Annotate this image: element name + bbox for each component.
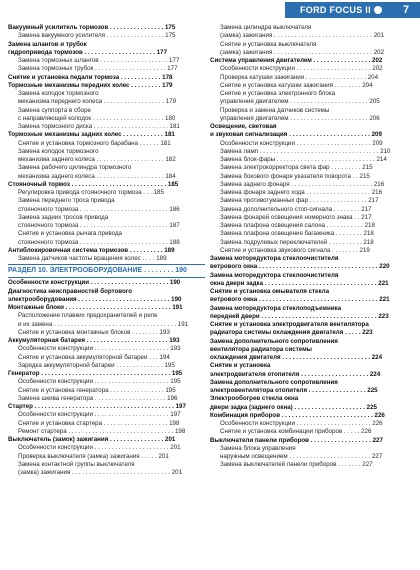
- toc-subentry: Снятие и установка выключателя: [220, 40, 317, 48]
- toc-subentry: Замена дополнительного стоп-сигнала . . . . . . . . 217: [220, 205, 372, 213]
- toc-subentry: Замена выключателей панели приборов . . . . . . . 227: [220, 461, 373, 469]
- toc-heading-continued: и звуковая сигнализация . . . . . . . . . . . . . . . . . . . . . . . . 209: [210, 131, 382, 139]
- toc-subentry-continued: механизма заднего колеса . . . . . . . . . . . . . . . . . . . . 182: [18, 156, 176, 163]
- toc-heading: Замена моторедуктора стеклоочистителя: [210, 271, 339, 279]
- toc-subentry: Замена рабочего цилиндра тормозного: [18, 164, 132, 172]
- toc-subentry: Проверка катушки зажигания . . . . . . . . . . . . . . . . . . 204: [220, 73, 379, 81]
- toc-subentry: Замена вакуумного усилителя . . . . . . . . . . . . . . . . . 175: [18, 32, 176, 40]
- toc-subentry-continued: управления двигателем . . . . . . . . . . . . . . . . . . . . . . . 206: [220, 114, 380, 122]
- toc-subentry: Снятие и установка звукового сигнала . . . . . . . . 219: [220, 246, 370, 254]
- toc-subentry: Особенности конструкции . . . . . . . . . . . . . . . . . . . . . . 193: [18, 345, 181, 353]
- toc-subentry: Замена тормозного диска . . . . . . . . . . . . . . . . . . . . . . 181: [18, 123, 180, 130]
- toc-heading: Система управления двигателем . . . . . . . . . . . . . . . . . 202: [210, 57, 383, 64]
- toc-subentry: Снятие и установка стартера . . . . . . . . . . . . . . . . . . . 198: [18, 419, 180, 427]
- toc-subentry: Замена колодок тормозного: [18, 147, 99, 155]
- toc-heading: Антиблокировочная система тормозов . . . . . . . . . . 189: [8, 246, 175, 254]
- section-title: РАЗДЕЛ 10. ЭЛЕКТРООБОРУДОВАНИЕ . . . . . . . . 190: [8, 267, 187, 275]
- toc-heading: Тормозные механизмы задних колес . . . . . . . . . . . . 181: [8, 131, 175, 139]
- toc-subentry: Замена колодок тормозного: [18, 90, 99, 97]
- toc-subentry: Проверка и замена датчиков системы: [220, 106, 330, 114]
- toc-subentry: Замена бокового фонаря указателя поворота . . 215: [220, 172, 370, 180]
- page-header: [0, 0, 420, 24]
- toc-subentry: Особенности конструкции . . . . . . . . . . . . . . . . . . . . . . 209: [220, 139, 383, 147]
- toc-subentry-continued: управления двигателем . . . . . . . . . . . . . . . . . . . . . . . 205: [220, 98, 380, 106]
- section-divider: [8, 264, 205, 265]
- toc-heading: Аккумуляторная батарея . . . . . . . . . . . . . . . . . . . . . . . . 193: [8, 337, 180, 344]
- toc-heading: Комбинация приборов . . . . . . . . . . . . . . . . . . . . . . . . . . . 226: [210, 411, 385, 419]
- toc-subentry: Ремонт стартера . . . . . . . . . . . . . . . . . . . . . . . . . . . . . . . 198: [18, 427, 186, 435]
- toc-subentry: Замена датчиков частоты вращения колес . . . . 189: [18, 255, 167, 262]
- toc-heading: Выключатель (замок) зажигания . . . . . . . . . . . . . . . . 201: [8, 436, 176, 443]
- toc-subentry: Замена тормозных трубок . . . . . . . . . . . . . . . . . . . . . 177: [18, 65, 178, 73]
- toc-subentry: Проверка выключателя (замка) зажигания . . . . . 201: [18, 452, 169, 460]
- toc-heading: Особенности конструкции . . . . . . . . . . . . . . . . . . . . . . . 190: [8, 279, 181, 287]
- toc-heading: Замена моторедуктора стеклоочистителя: [210, 255, 339, 262]
- toc-subentry: Снятие и установка тормозного барабана . . . . . . 181: [18, 139, 171, 147]
- toc-subentry: Замена электрокорректора света фар . . . . . . . . . 215: [220, 164, 373, 172]
- toc-subentry: Замена переднего троса привода: [18, 197, 115, 205]
- bullet-dot-icon: [374, 6, 382, 14]
- toc-heading: Снятие и установка электродвигателя вентилятора: [210, 321, 369, 328]
- toc-subentry: Замена подрулевых переключателей . . . . . . . . . . 218: [220, 238, 374, 246]
- toc-subentry: Особенности конструкции . . . . . . . . . . . . . . . . . . . . . . 202: [220, 65, 383, 73]
- toc-subentry: Замена фонаря заднего хода . . . . . . . . . . . . . . . . . . . 216: [220, 189, 383, 196]
- toc-subentry: Снятие и установка аккумуляторной батареи . . . 194: [18, 353, 170, 361]
- toc-subentry: Замена контактной группы выключателя: [18, 460, 135, 468]
- book-title: FORD FOCUS II: [300, 5, 371, 15]
- toc-heading: Снятие и установка омывателя стекла: [210, 288, 330, 295]
- toc-subentry: Замена плафона освещения салона . . . . . . . . . . . 218: [220, 222, 375, 229]
- toc-subentry: Замена фонарей освещения номерного знака . . 217: [220, 213, 372, 221]
- toc-subentry-continued: (замка) зажигания . . . . . . . . . . . . . . . . . . . . . . . . . . . . . 201: [220, 32, 385, 40]
- toc-subentry: Снятие и установка комбинации приборов . . . . . 226: [220, 428, 372, 436]
- toc-subentry: Особенности конструкции . . . . . . . . . . . . . . . . . . . . . . 195: [18, 378, 181, 386]
- toc-heading-continued: двери задка (заднего окна) . . . . . . . . . . . . . . . . . . . . . 225: [210, 403, 377, 411]
- toc-heading-continued: радиатора системы охлаждения двигателя . . . . . 223: [210, 329, 373, 337]
- toc-subentry: Замена шкива генератора . . . . . . . . . . . . . . . . . . . . . 196: [18, 394, 178, 402]
- toc-subentry: Замена цилиндра выключателя: [220, 24, 312, 31]
- toc-subentry-continued: с направляющей колодок . . . . . . . . . . . . . . . . . . . . . 180: [18, 114, 176, 122]
- toc-subentry: Снятие и установка катушки зажигания . . . . . . . . 204: [220, 81, 373, 89]
- toc-subentry: Замена заднего фонаря . . . . . . . . . . . . . . . . . . . . . . . . 216: [220, 180, 385, 188]
- toc-subentry-continued: и их замена . . . . . . . . . . . . . . . . . . . . . . . . . . . . . . . . . . . . 191: [18, 320, 189, 328]
- toc-subentry: Снятие и установка генератора . . . . . . . . . . . . . . . . 195: [18, 386, 176, 394]
- toc-subentry-continued: (замка) зажигания . . . . . . . . . . . . . . . . . . . . . . . . . . . . . 201: [18, 469, 183, 476]
- toc-heading: Вакуумный усилитель тормозов . . . . . . . . . . . . . . . . 175: [8, 24, 176, 31]
- toc-heading: Освещение, световая: [210, 123, 277, 130]
- toc-heading: Снятие и установка педали тормоза . . . . . . . . . . . . 178: [8, 73, 173, 81]
- toc-subentry: Снятие и установка монтажных блоков . . . . . . . . 193: [18, 328, 170, 336]
- toc-heading: Электрообогрев стекла окна: [210, 395, 299, 403]
- toc-subentry-continued: (замка) зажигания . . . . . . . . . . . . . . . . . . . . . . . . . . . . . 202: [220, 48, 385, 56]
- toc-subentry: Снятие и установка рычага привода: [18, 230, 122, 238]
- toc-heading: Генератор . . . . . . . . . . . . . . . . . . . . . . . . . . . . . . . . . . . . . . 195: [8, 370, 183, 377]
- toc-heading: Замена дополнительного сопротивления: [210, 337, 338, 345]
- toc-subentry: Замена задних тросов привода: [18, 213, 109, 221]
- toc-heading-continued: окна двери задка . . . . . . . . . . . . . . . . . . . . . . . . . . . . . . . . . 221: [210, 279, 389, 287]
- toc-subentry: Замена тормозных шлангов . . . . . . . . . . . . . . . . . . . . 177: [18, 57, 180, 64]
- toc-subentry: Снятие и установка электронного блока: [220, 90, 336, 97]
- toc-heading: Замена дополнительного сопротивления: [210, 378, 338, 386]
- toc-subentry: Регулировка привода стояночного тормоза . . . 185: [18, 189, 164, 196]
- toc-heading-continued: электрооборудования . . . . . . . . . . . . . . . . . . . . . . . . . . . 190: [8, 295, 182, 303]
- toc-heading-continued: электродвигателя отопителя . . . . . . . . . . . . . . . . . . . . 224: [210, 370, 381, 378]
- toc-heading-continued: передней двери . . . . . . . . . . . . . . . . . . . . . . . . . . . . . . . . . . 223: [210, 312, 389, 320]
- toc-subentry-continued: стояночного тормоза . . . . . . . . . . . . . . . . . . . . . . . . . . 186: [18, 205, 180, 213]
- toc-heading: Монтажные блоки . . . . . . . . . . . . . . . . . . . . . . . . . . . . . . . 191: [8, 304, 183, 311]
- page-number: 7: [402, 4, 410, 16]
- toc-subentry: Замена блока управления: [220, 444, 296, 452]
- toc-heading: Замена шлангов и трубок: [8, 40, 87, 48]
- toc-subentry: Замена противотуманных фар . . . . . . . . . . . . . . . . . 217: [220, 197, 379, 205]
- toc-subentry-continued: механизма заднего колеса . . . . . . . . . . . . . . . . . . . . 184: [18, 172, 176, 180]
- toc-subentry: Замена плафона освещения багажника . . . . . . . . 218: [220, 230, 374, 238]
- toc-heading: Тормозные механизмы передних колес . . . . . . . . . 179: [8, 81, 173, 89]
- section-divider: [8, 277, 205, 278]
- toc-heading-continued: гидропривода тормозов . . . . . . . . . . . . . . . . . . . . . 177: [8, 48, 168, 56]
- toc-subentry-continued: стояночного тормоза . . . . . . . . . . . . . . . . . . . . . . . . . . 188: [18, 238, 180, 246]
- toc-subentry-continued: механизма переднего колеса . . . . . . . . . . . . . . . . . . 179: [18, 98, 177, 106]
- toc-heading-continued: охлаждения двигателя . . . . . . . . . . . . . . . . . . . . . . . . . . 224: [210, 354, 383, 361]
- toc-subentry-continued: стояночного тормоза . . . . . . . . . . . . . . . . . . . . . . . . . . 187: [18, 222, 180, 229]
- toc-heading: Снятие и установка: [210, 362, 271, 370]
- toc-right-column: [210, 24, 410, 470]
- toc-heading: Диагностика неисправностей бортового: [8, 287, 133, 295]
- toc-subentry: Особенности конструкции . . . . . . . . . . . . . . . . . . . . . . 197: [18, 411, 181, 419]
- toc-heading: Стояночный тормоз . . . . . . . . . . . . . . . . . . . . . . . . . . . . 185: [8, 180, 179, 188]
- toc-subentry: Зарядка аккумуляторной батареи . . . . . . . . . . . . . . 195: [18, 361, 175, 369]
- toc-subentry: Расположение плавких предохранителей и реле: [18, 312, 158, 320]
- toc-left-column: [8, 24, 205, 477]
- toc-subentry-continued: наружным освещением . . . . . . . . . . . . . . . . . . . . . . . . 227: [220, 453, 383, 460]
- toc-subentry: Замена суппорта в сборе: [18, 106, 91, 114]
- toc-heading: Замена моторедуктора стеклоподъемника: [210, 304, 342, 312]
- toc-heading-continued: ветрового окна . . . . . . . . . . . . . . . . . . . . . . . . . . . . . . . . . . . 220: [210, 263, 390, 271]
- toc-heading: Выключатели панели приборов . . . . . . . . . . . . . . . . . . 227: [210, 436, 383, 444]
- toc-heading-continued: электровентилятора отопителя . . . . . . . . . . . . . . . . . 225: [210, 387, 378, 394]
- toc-subentry: Особенности конструкции . . . . . . . . . . . . . . . . . . . . . . 226: [220, 420, 383, 427]
- toc-subentry: Особенности конструкции . . . . . . . . . . . . . . . . . . . . . . 201: [18, 444, 181, 452]
- toc-subentry: Замена блок-фары . . . . . . . . . . . . . . . . . . . . . . . . . . . . . 214: [220, 156, 387, 163]
- toc-subentry: Замена ламп . . . . . . . . . . . . . . . . . . . . . . . . . . . . . . . . . . . 210: [220, 147, 391, 155]
- toc-heading-continued: вентилятора радиатора системы: [210, 345, 312, 353]
- toc-heading: Стартер . . . . . . . . . . . . . . . . . . . . . . . . . . . . . . . . . . . . . . . . . 197: [8, 403, 186, 410]
- toc-heading-continued: ветрового окна . . . . . . . . . . . . . . . . . . . . . . . . . . . . . . . . . . . 221: [210, 296, 390, 304]
